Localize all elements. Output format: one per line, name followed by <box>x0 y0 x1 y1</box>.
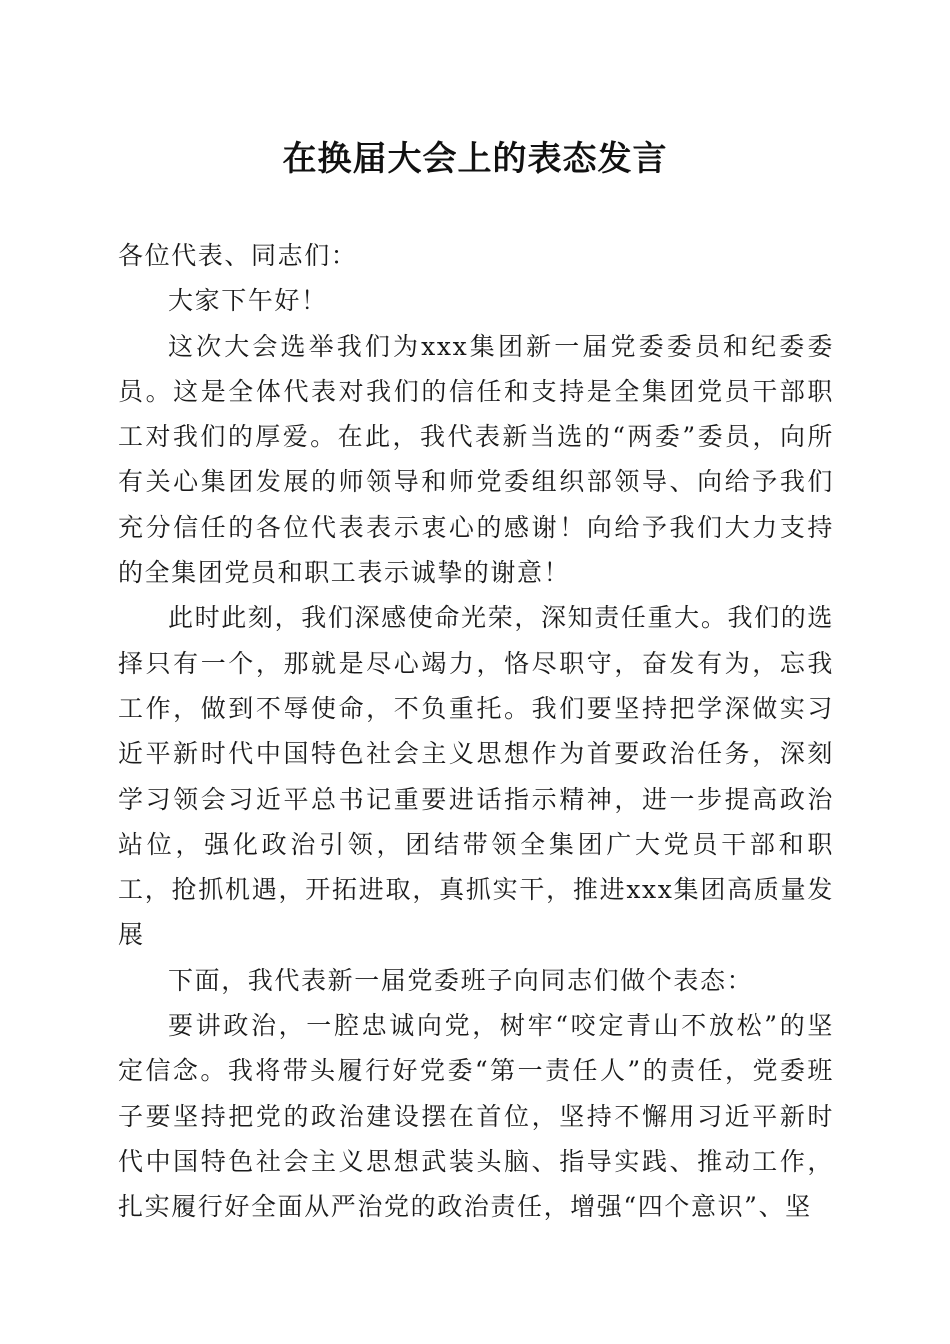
politics-paragraph: 要讲政治，一腔忠诚向党，树牢“咬定青山不放松”的坚定信念。我将带头履行好党委“第一责任人”的责任，党委班子要坚持把党的政治建设摆在首位，坚持不懈用习近平新时代中国特色社会主义思想武装头脑、指导实践、推动工作，扎实履行好全面从严治党的政治责任，增强“四个意识”、坚 <box>118 1011 834 1222</box>
salutation-paragraph: 各位代表、同志们： <box>118 241 358 270</box>
mission-paragraph: 此时此刻，我们深感使命光荣，深知责任重大。我们的选择只有一个，那就是尽心竭力，恪尽职守，奋发有为，忘我工作，做到不辱使命，不负重托。我们要坚持把学深做实习近平新时代中国特色社会主义思想作为首要政治任务，深刻学习领会习近平总书记重要进话指示精神，进一步提高政治站位，强化政治引领，团结带领全集团广大党员干部和职工，抢抓机遇，开拓进取，真抓实干，推进xxx集团高质量发展 <box>118 603 834 950</box>
statement-intro-paragraph: 下面，我代表新一届党委班子向同志们做个表态： <box>168 965 754 995</box>
document-title: 在换届大会上的表态发言 <box>282 139 668 179</box>
document-body <box>118 233 834 1230</box>
thanks-paragraph: 这次大会选举我们为xxx集团新一届党委委员和纪委委员。这是全体代表对我们的信任和支持是全集团党员干部职工对我们的厚爱。在此，我代表新当选的“两委”委员，向所有关心集团发展的师领导和师党委组织部领导、向给予我们充分信任的各位代表表示衷心的感谢！向给予我们大力支持的全集团党员和职工表示诚挚的谢意！ <box>118 331 834 588</box>
greeting-paragraph: 大家下午好！ <box>168 286 328 316</box>
